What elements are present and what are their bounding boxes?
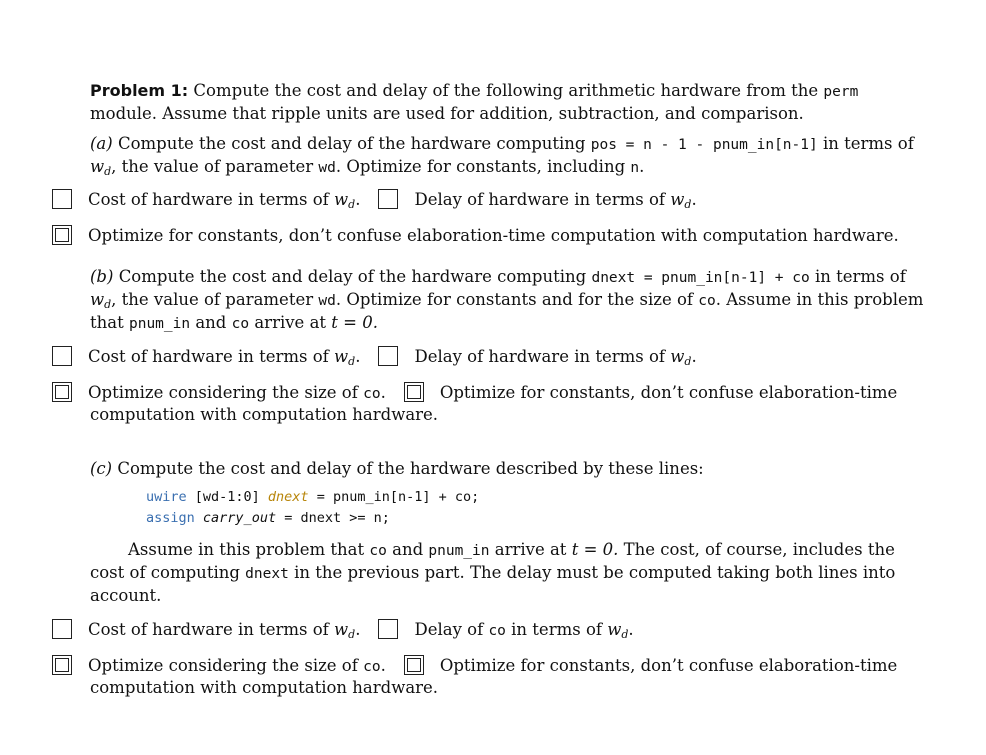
w-letter: w bbox=[670, 190, 685, 209]
intro-text-a: Compute the cost and delay of the following arithmetic hardware from the bbox=[193, 81, 819, 100]
code-line-2 bbox=[146, 508, 390, 529]
part-b-t7: arrive at bbox=[254, 313, 327, 332]
w-sub: d bbox=[348, 198, 356, 211]
w-sub: d bbox=[684, 198, 692, 211]
part-b-t1: Compute the cost and delay of the hardware computing bbox=[118, 267, 587, 286]
part-c-check-row-1: Cost of hardware in terms of $w_d$. Delay of co in terms of $w_d$. bbox=[52, 619, 634, 643]
part-b-code4: pnum_in bbox=[128, 316, 191, 332]
part-a-delay-label: Delay of hardware in terms of bbox=[414, 190, 666, 209]
part-c-paragraph bbox=[90, 539, 930, 606]
part-b-const-label: Optimize for constants, don’t confuse elaboration-time bbox=[439, 383, 898, 402]
part-a-optimize-checkbox[interactable] bbox=[52, 225, 72, 245]
w-sub: d bbox=[348, 628, 356, 641]
code-kw-assign: assign bbox=[146, 510, 195, 526]
part-c-t1: Compute the cost and delay of the hardware described by these lines: bbox=[117, 459, 704, 478]
problem-title: Problem 1: bbox=[90, 81, 189, 100]
part-c-p1: Assume in this problem that bbox=[128, 540, 365, 559]
part-b-delay-checkbox[interactable] bbox=[378, 346, 398, 366]
part-c-p1-c: The cost, of course, includes the cost of computing bbox=[90, 540, 895, 582]
part-b-code3: co bbox=[698, 293, 716, 309]
code-range: [wd-1:0] bbox=[186, 489, 268, 505]
part-b-const-checkbox[interactable] bbox=[404, 382, 424, 402]
code-var-dnext: dnext bbox=[267, 489, 309, 505]
part-b-t2: in terms of bbox=[814, 267, 906, 286]
part-c-cost-label: Cost of hardware in terms of bbox=[88, 620, 329, 639]
part-a-label: (a) bbox=[90, 134, 113, 153]
code-kw-uwire: uwire bbox=[146, 489, 187, 505]
part-c-size-checkbox[interactable] bbox=[52, 655, 72, 675]
part-a-t2: in terms of bbox=[822, 134, 914, 153]
part-b-cost-label: Cost of hardware in terms of bbox=[88, 347, 329, 366]
code-expr-2: = dnext >= n; bbox=[276, 510, 390, 526]
part-b-check-row-1: Cost of hardware in terms of $w_d$. Delay of hardware in terms of $w_d$. bbox=[52, 346, 697, 370]
code-line-1 bbox=[146, 487, 479, 508]
part-b-check-row-2-cont bbox=[90, 404, 438, 428]
var-w-sub: d bbox=[104, 165, 112, 178]
part-c-p1-code1: co bbox=[369, 543, 387, 559]
part-b-time: t = 0. bbox=[331, 313, 378, 332]
w-letter: w bbox=[334, 347, 349, 366]
part-b-size-code: co bbox=[363, 386, 381, 402]
part-c-p1-and: and bbox=[392, 540, 424, 559]
part-b-text bbox=[90, 266, 930, 335]
part-c-check-row-2-cont bbox=[90, 677, 438, 701]
part-c-delay-code: co bbox=[488, 623, 506, 639]
part-a-code3: n bbox=[630, 160, 640, 176]
part-b-size-label: Optimize considering the size of bbox=[88, 383, 358, 402]
part-b-t6: and bbox=[195, 313, 227, 332]
w-letter: w bbox=[334, 190, 349, 209]
part-c-const-checkbox[interactable] bbox=[404, 655, 424, 675]
var-w bbox=[90, 157, 111, 176]
w-letter: w bbox=[670, 347, 685, 366]
part-a-t3: , the value of parameter bbox=[111, 157, 314, 176]
part-b-code5: co bbox=[231, 316, 250, 332]
part-c-delay-checkbox[interactable] bbox=[378, 619, 398, 639]
part-a-check-row-1: Cost of hardware in terms of $w_d$. Delay of hardware in terms of $w_d$. bbox=[52, 189, 697, 213]
part-c-cost-checkbox[interactable] bbox=[52, 619, 72, 639]
part-b-t3: , the value of parameter bbox=[111, 290, 314, 309]
part-c-size-label: Optimize considering the size of bbox=[88, 656, 358, 675]
part-a-t4: . Optimize for constants, including bbox=[335, 157, 626, 176]
part-c-p1-b: arrive at bbox=[494, 540, 567, 559]
part-b-code1: dnext = pnum_in[n-1] + co bbox=[591, 270, 810, 286]
w-sub: d bbox=[348, 355, 356, 368]
intro-code: perm bbox=[823, 84, 859, 100]
part-b-label: (b) bbox=[90, 267, 114, 286]
part-c-p1-code3: dnext bbox=[245, 566, 289, 582]
code-var-carry-out: carry_out bbox=[202, 510, 277, 526]
part-a-code1: pos = n - 1 - pnum_in[n-1] bbox=[590, 137, 818, 153]
part-a-optimize-label: Optimize for constants, don’t confuse elaboration-time computation with computation hardware. bbox=[88, 226, 899, 245]
part-b-size-checkbox[interactable] bbox=[52, 382, 72, 402]
var-w-letter: w bbox=[90, 157, 105, 176]
part-c-const-label: Optimize for constants, don’t confuse elaboration-time bbox=[439, 656, 898, 675]
part-c-const-label-cont: computation with computation hardware. bbox=[90, 678, 439, 697]
part-a-cost-checkbox[interactable] bbox=[52, 189, 72, 209]
part-a-cost-label: Cost of hardware in terms of bbox=[88, 190, 329, 209]
part-a-delay-checkbox[interactable] bbox=[378, 189, 398, 209]
part-b-t4: . Optimize for constants and for the size of bbox=[335, 290, 694, 309]
part-b-cost-checkbox[interactable] bbox=[52, 346, 72, 366]
w-letter: w bbox=[334, 620, 349, 639]
part-a-t1: Compute the cost and delay of the hardware computing bbox=[117, 134, 586, 153]
part-b-const-label-cont: computation with computation hardware. bbox=[90, 405, 439, 424]
part-c-p1-code2: pnum_in bbox=[428, 543, 490, 559]
part-b-t5: . Assume in this problem that bbox=[90, 290, 924, 332]
part-c-label: (c) bbox=[90, 459, 113, 478]
part-a-t5: . bbox=[639, 157, 645, 176]
part-a-check-row-2 bbox=[52, 225, 899, 249]
part-a-code2: wd bbox=[318, 160, 336, 176]
w-letter: w bbox=[607, 620, 622, 639]
code-expr-1: = pnum_in[n-1] + co; bbox=[308, 489, 480, 505]
part-c-size-code: co bbox=[363, 659, 381, 675]
w-sub: d bbox=[104, 298, 112, 311]
problem-intro bbox=[90, 80, 930, 124]
part-b-code2: wd bbox=[318, 293, 336, 309]
part-c-check-row-2: Optimize considering the size of co. Optimize for constants, don’t confuse elaboration-time bbox=[52, 655, 897, 679]
part-c-p1-d: in the previous part. The delay must be computed taking both lines into account. bbox=[90, 563, 896, 605]
part-a-text bbox=[90, 133, 930, 179]
part-b-delay-label: Delay of hardware in terms of bbox=[414, 347, 666, 366]
w-sub: d bbox=[684, 355, 692, 368]
part-c-delay-label-b: in terms of bbox=[511, 620, 602, 639]
w-letter: w bbox=[90, 290, 105, 309]
w-sub: d bbox=[621, 628, 629, 641]
intro-text-b: module. Assume that ripple units are used for addition, subtraction, and comparison. bbox=[90, 104, 804, 123]
part-c-delay-label-a: Delay of bbox=[414, 620, 484, 639]
part-c-p1-time: t = 0. bbox=[571, 540, 619, 559]
part-c-text bbox=[90, 458, 930, 479]
part-b-check-row-2: Optimize considering the size of co. Optimize for constants, don’t confuse elaboration-time bbox=[52, 382, 897, 406]
